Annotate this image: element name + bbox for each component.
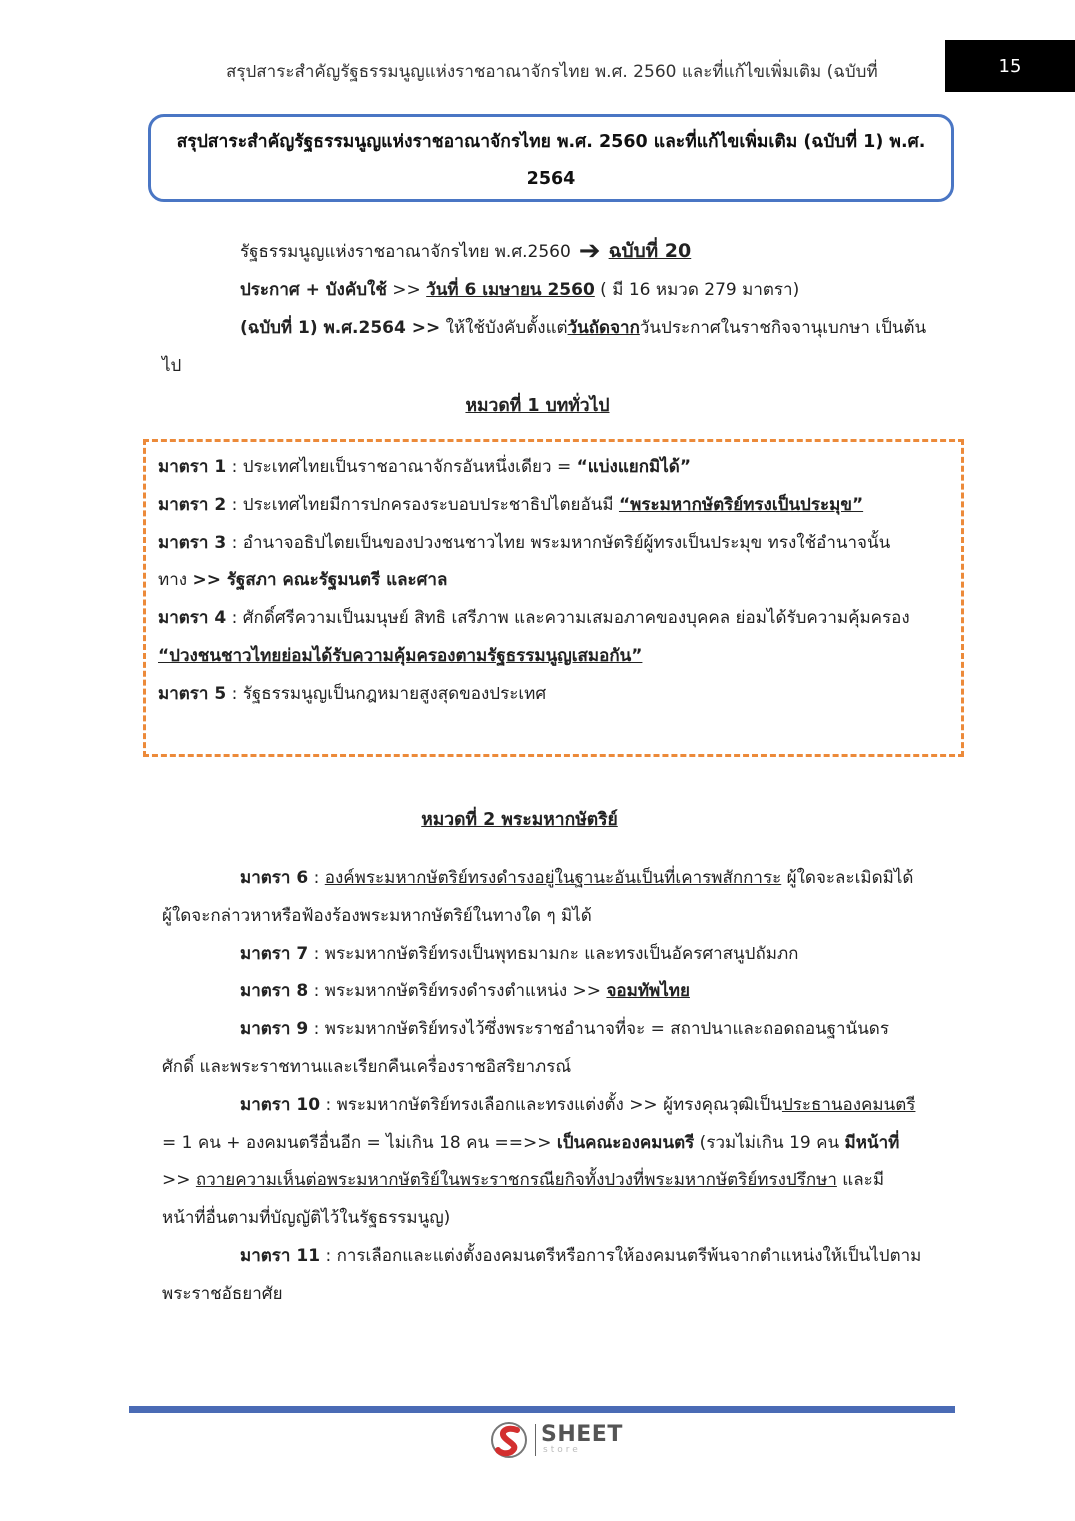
logo-sub: store (543, 1445, 581, 1455)
section-4 (158, 600, 958, 638)
section-10-l3-pre: >> (162, 1170, 196, 1191)
intro-date: วันที่ 6 เมษายน 2560 (426, 280, 595, 300)
section-4-label: มาตรา 4 (158, 608, 227, 629)
section-3-cont (158, 562, 958, 600)
section-11-cont: พระราชอัธยาศัย (162, 1283, 283, 1304)
arrow-right-icon: ➔ (578, 236, 601, 266)
section-10-l2-bold2: มีหน้าที่ (844, 1132, 900, 1153)
section-7-text: : พระมหากษัตริย์ทรงเป็นพุทธมามกะ และทรงเป็นอัครศาสนูปถัมภก (308, 943, 799, 964)
intro-constitution: รัฐธรรมนูญแห่งราชอาณาจักรไทย พ.ศ.2560 (240, 242, 571, 262)
chapter-1-sections (158, 449, 958, 714)
header-title: สรุปสาระสำคัญรัฐธรรมนูญแห่งราชอาณาจักรไทย พ.ศ. 2560 และที่แก้ไขเพิ่มเติม (ฉบับที่ (226, 62, 878, 82)
section-4-text: : ศักดิ์ศรีความเป็นมนุษย์ สิทธิ เสรีภาพ และความเสมอภาคของบุคคล ย่อมได้รับความคุ้มครอง (226, 608, 910, 629)
chapter-1-heading: หมวดที่ 1 บททั่วไป (465, 396, 610, 416)
section-10-l2-bold: เป็นคณะองคมนตรี (556, 1132, 695, 1153)
section-10-l2-mid: (รวมไม่เกิน 19 คน (694, 1132, 845, 1153)
section-11 (162, 1238, 952, 1276)
intro-edition: ฉบับที่ 20 (608, 240, 692, 262)
title-line-2: 2564 (526, 169, 576, 189)
section-3-text: : อำนาจอธิปไตยเป็นของปวงชนชาวไทย พระมหากษัตริย์ผู้ทรงเป็นประมุข ทรงใช้อำนาจนั้น (226, 532, 891, 553)
section-3-label: มาตรา 3 (158, 532, 227, 553)
section-10-pre: : พระมหากษัตริย์ทรงเลือกและทรงแต่งตั้ง >> ผู้ทรงคุณวุฒิเป็น (320, 1094, 782, 1115)
section-11-label: มาตรา 11 (240, 1245, 321, 1266)
intro-amend-underline: วันถัดจาก (567, 318, 640, 338)
section-5-text: : รัฐธรรมนูญเป็นกฎหมายสูงสุดของประเทศ (226, 683, 547, 704)
title-line-1: สรุปสาระสำคัญรัฐธรรมนูญแห่งราชอาณาจักรไทย พ.ศ. 2560 และที่แก้ไขเพิ่มเติม (ฉบับที่ 1) พ.ศ. (176, 132, 926, 152)
section-9-label: มาตรา 9 (240, 1019, 309, 1040)
section-6-underline: องค์พระมหากษัตริย์ทรงดำรงอยู่ในฐานะอันเป็นที่เคารพสักการะ (324, 868, 782, 888)
section-10-l2-pre: = 1 คน + องคมนตรีอื่นอีก = ไม่เกิน 18 คน ==>> (162, 1132, 557, 1153)
logo-separator (535, 1424, 536, 1456)
section-9-cont: ศักดิ์ และพระราชทานและเรียกคืนเครื่องราชอิสริยาภรณ์ (162, 1056, 572, 1077)
section-11-text: : การเลือกและแต่งตั้งองคมนตรีหรือการให้องคมนตรีพ้นจากตำแหน่งให้เป็นไปตาม (320, 1245, 922, 1266)
sheet-logo-icon (489, 1420, 529, 1460)
section-10-label: มาตรา 10 (240, 1094, 321, 1115)
chapter-2-sections (162, 860, 952, 1314)
section-10-underline: ประธานองคมนตรี (781, 1094, 916, 1115)
section-2-quote: “พระมหากษัตริย์ทรงเป็นประมุข” (618, 494, 864, 515)
intro-line-1 (162, 230, 952, 271)
intro-note: ( มี 16 หมวด 279 มาตรา) (594, 280, 800, 300)
section-10-l3-post: และมี (836, 1170, 885, 1191)
section-2-text: : ประเทศไทยมีการปกครองระบอบประชาธิปไตยอันมี (226, 494, 619, 515)
section-6-cont: ผู้ใดจะกล่าวหาหรือฟ้องร้องพระมหากษัตริย์ในทางใด ๆ มิได้ (162, 905, 592, 926)
section-9-text: : พระมหากษัตริย์ทรงไว้ซึ่งพระราชอำนาจที่จะ = สถาปนาและถอดถอนฐานันดร (308, 1019, 889, 1040)
intro-line-2 (162, 271, 952, 309)
section-10 (162, 1087, 952, 1125)
section-4-quote: “ปวงชนชาวไทยย่อมได้รับความคุ้มครองตามรัฐธรรมนูญเสมอกัน” (158, 645, 643, 666)
section-6-pre: : (308, 868, 325, 888)
logo-text: SHEET (541, 1422, 623, 1447)
section-3-cont-pre: ทาง (158, 570, 193, 591)
section-7 (162, 936, 952, 974)
intro-line-3 (162, 309, 952, 347)
section-2-label: มาตรา 2 (158, 494, 227, 515)
section-1-label: มาตรา 1 (158, 457, 227, 477)
page-header (0, 40, 1075, 92)
intro (162, 230, 952, 385)
chapter-2-heading: หมวดที่ 2 พระมหากษัตริย์ (421, 810, 618, 830)
title-box (148, 114, 954, 202)
section-8 (162, 973, 952, 1011)
intro-amend-pre: ให้ใช้บังคับตั้งแต่ (440, 318, 568, 338)
section-10-line-4: หน้าที่อื่นตามที่บัญญัติไว้ในรัฐธรรมนูญ) (162, 1208, 451, 1229)
sheet-store-logo (489, 1420, 629, 1460)
section-1 (158, 449, 958, 487)
section-10-l3-underline: ถวายความเห็นต่อพระมหากษัตริย์ในพระราชกรณียกิจทั้งปวงที่พระมหากษัตริย์ทรงปรึกษา (195, 1170, 837, 1191)
section-5 (158, 676, 958, 714)
intro-sep: >> (386, 280, 427, 300)
section-8-bold: จอมทัพไทย (606, 981, 690, 1002)
page-number: 15 (945, 40, 1075, 92)
section-6-label: มาตรา 6 (240, 868, 309, 888)
section-4-quote-line (158, 638, 958, 676)
section-6-post: ผู้ใดจะละเมิดมิได้ (781, 868, 914, 888)
intro-line-4: ไป (162, 356, 182, 376)
footer-line (129, 1406, 955, 1413)
section-8-text: : พระมหากษัตริย์ทรงดำรงตำแหน่ง >> (308, 981, 607, 1002)
section-10-line-2 (162, 1125, 952, 1163)
intro-amend-label: (ฉบับที่ 1) พ.ศ.2564 >> (240, 318, 441, 338)
section-10-line-3 (162, 1162, 952, 1200)
section-2 (158, 487, 958, 525)
intro-enact-label: ประกาศ + บังคับใช้ (240, 280, 387, 300)
section-7-label: มาตรา 7 (240, 943, 309, 964)
section-1-text: : ประเทศไทยเป็นราชอาณาจักรอันหนึ่งเดียว = (226, 457, 577, 477)
section-9 (162, 1011, 952, 1049)
section-3 (158, 525, 958, 563)
section-3-cont-bold: >> รัฐสภา คณะรัฐมนตรี และศาล (192, 570, 448, 591)
section-1-quote: “แบ่งแยกมิได้” (576, 457, 692, 477)
section-6 (162, 860, 952, 898)
intro-amend-post: วันประกาศในราชกิจจานุเบกษา เป็นต้น (639, 318, 927, 338)
section-5-label: มาตรา 5 (158, 683, 227, 704)
section-8-label: มาตรา 8 (240, 981, 309, 1002)
